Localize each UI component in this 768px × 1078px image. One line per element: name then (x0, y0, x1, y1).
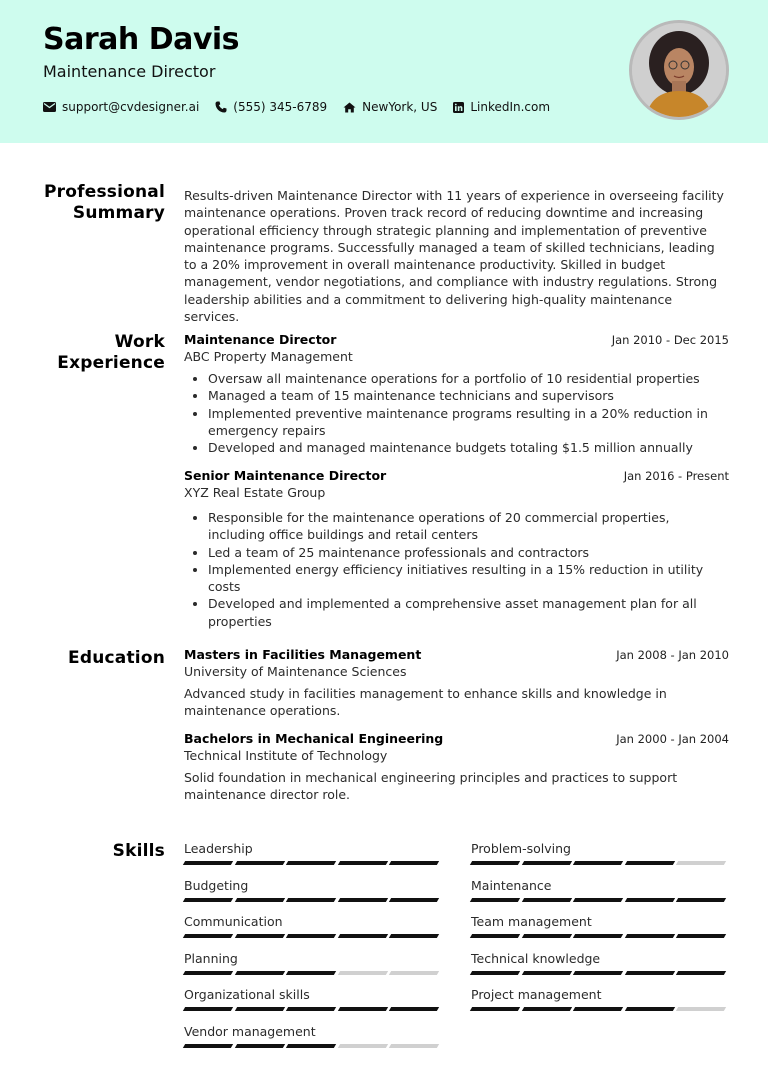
job-bullet: Led a team of 25 maintenance professionals and contractors (184, 544, 729, 561)
linkedin-icon (453, 102, 464, 113)
skill-level-segment-filled (625, 861, 675, 865)
school-name: University of Maintenance Sciences (184, 664, 407, 679)
skill-level-segment-filled (470, 861, 520, 865)
skill-level-bar (471, 934, 729, 938)
skill-level-segment-empty (676, 1007, 726, 1011)
skill-level-bar (471, 1007, 729, 1011)
skill-level-bar (184, 861, 442, 865)
skill-item (184, 878, 442, 902)
contact-bar (43, 100, 566, 114)
skill-level-segment-filled (625, 898, 675, 902)
skill-level-segment-filled (625, 971, 675, 975)
job-company: XYZ Real Estate Group (184, 485, 326, 500)
skill-item (471, 914, 729, 938)
skill-level-segment-filled (338, 934, 388, 938)
summary-section (184, 187, 729, 325)
skill-level-segment-empty (389, 971, 439, 975)
skill-name: Leadership (184, 841, 253, 856)
skill-level-segment-filled (470, 934, 520, 938)
phone-icon (215, 101, 227, 113)
skill-level-segment-filled (234, 934, 284, 938)
skill-level-segment-filled (676, 971, 726, 975)
skill-item (184, 914, 442, 938)
education-dates: Jan 2000 - Jan 2004 (616, 732, 729, 746)
skill-level-segment-filled (389, 861, 439, 865)
skill-level-segment-filled (389, 1007, 439, 1011)
location-text: NewYork, US (362, 100, 438, 114)
skill-name: Problem-solving (471, 841, 571, 856)
skill-level-segment-filled (234, 971, 284, 975)
education-heading: Education (68, 648, 165, 668)
skill-item (184, 987, 442, 1011)
envelope-icon (43, 102, 56, 112)
skill-level-segment-filled (521, 1007, 571, 1011)
skill-level-segment-filled (234, 1044, 284, 1048)
experience-heading-line1: Work (114, 332, 165, 352)
skill-level-segment-filled (573, 971, 623, 975)
skill-level-segment-filled (573, 934, 623, 938)
job-bullet: Managed a team of 15 maintenance technicians and supervisors (184, 387, 729, 404)
school-name: Technical Institute of Technology (184, 748, 388, 763)
skill-level-segment-filled (338, 861, 388, 865)
skill-level-segment-filled (389, 898, 439, 902)
skill-level-bar (184, 934, 442, 938)
skill-level-segment-filled (573, 861, 623, 865)
skill-name: Communication (184, 914, 283, 929)
summary-heading (44, 182, 165, 224)
job-title: Maintenance Director (184, 332, 337, 347)
summary-text: Results-driven Maintenance Director with 11 years of experience in overseeing facility maintenance operations. Proven track record of reducing downtime and increasing operational efficiency through strategic planning and implementation of preventive maintenance programs. Successfully managed a team of skilled technicians, leading to a 20% improvement in overall maintenance productivity. Skilled in budget management, vendor negotiations, and compliance with industry regulations. Strong leadership abilities and a commitment to delivering high-quality maintenance services. (184, 188, 724, 325)
skill-level-bar (471, 898, 729, 902)
summary-heading-line1: Professional (44, 182, 165, 202)
skill-level-segment-filled (521, 971, 571, 975)
skill-level-segment-filled (521, 861, 571, 865)
skill-level-bar (184, 1044, 442, 1048)
degree-title: Masters in Facilities Management (184, 647, 422, 662)
skill-level-segment-filled (521, 898, 571, 902)
skill-level-segment-filled (286, 898, 336, 902)
skill-level-segment-filled (183, 934, 233, 938)
contact-location (343, 100, 437, 114)
skill-level-segment-filled (573, 1007, 623, 1011)
education-description: Advanced study in facilities management to enhance skills and knowledge in maintenance operations. (184, 686, 667, 719)
job-entry (184, 468, 729, 630)
skill-item (471, 878, 729, 902)
skill-name: Budgeting (184, 877, 249, 893)
skill-level-segment-filled (286, 861, 336, 865)
job-bullet: Implemented energy efficiency initiatives resulting in a 15% reduction in utility costs (184, 561, 729, 596)
phone-text: (555) 345-6789 (233, 100, 328, 114)
candidate-title: Maintenance Director (43, 62, 216, 81)
job-bullet: Implemented preventive maintenance programs resulting in a 20% reduction in emergency repairs (184, 405, 729, 440)
job-bullet: Responsible for the maintenance operations of 20 commercial properties, including office buildings and retail centers (184, 509, 729, 544)
job-title: Senior Maintenance Director (184, 468, 387, 483)
contact-phone[interactable] (215, 100, 327, 114)
job-dates: Jan 2010 - Dec 2015 (611, 333, 729, 347)
experience-heading (57, 332, 165, 374)
skill-level-segment-filled (183, 861, 233, 865)
skill-level-segment-empty (389, 1044, 439, 1048)
skill-level-segment-filled (470, 898, 520, 902)
skill-level-segment-filled (470, 1007, 520, 1011)
skill-item (471, 951, 729, 975)
contact-email[interactable] (43, 100, 199, 114)
skill-level-segment-filled (234, 898, 284, 902)
summary-heading-line2: Summary (72, 203, 165, 223)
job-company: ABC Property Management (184, 349, 353, 364)
skill-level-segment-filled (286, 1044, 336, 1048)
skill-level-segment-filled (625, 1007, 675, 1011)
job-bullet: Developed and implemented a comprehensive asset management plan for all properties (184, 595, 729, 630)
skill-level-segment-filled (676, 934, 726, 938)
skill-level-segment-filled (676, 898, 726, 902)
email-text: support@cvdesigner.ai (62, 100, 200, 114)
skill-level-bar (184, 971, 442, 975)
job-bullets (184, 370, 729, 456)
job-bullet: Developed and managed maintenance budgets totaling $1.5 million annually (184, 439, 729, 456)
profile-photo (629, 20, 729, 120)
resume-header (0, 0, 768, 143)
skill-level-segment-empty (338, 971, 388, 975)
skill-level-segment-empty (338, 1044, 388, 1048)
skill-level-segment-filled (338, 898, 388, 902)
candidate-name: Sarah Davis (43, 22, 240, 57)
linkedin-text: LinkedIn.com (470, 100, 551, 114)
skill-level-segment-filled (234, 861, 284, 865)
skill-level-segment-filled (338, 1007, 388, 1011)
skill-item (471, 987, 729, 1011)
skill-level-segment-filled (286, 971, 336, 975)
profile-photo-illustration (632, 23, 726, 117)
skill-level-segment-filled (389, 934, 439, 938)
skill-level-segment-filled (625, 934, 675, 938)
job-dates: Jan 2016 - Present (623, 469, 729, 483)
skill-level-bar (471, 971, 729, 975)
skill-item (184, 1024, 442, 1048)
skill-name: Project management (471, 987, 602, 1002)
skill-name: Vendor management (184, 1023, 316, 1039)
skill-level-bar (184, 1007, 442, 1011)
skill-level-bar (184, 898, 442, 902)
skill-level-segment-filled (573, 898, 623, 902)
skill-name: Team management (471, 914, 592, 929)
contact-linkedin[interactable] (453, 100, 550, 114)
degree-title: Bachelors in Mechanical Engineering (184, 731, 444, 746)
skill-level-segment-empty (676, 861, 726, 865)
experience-heading-line2: Experience (57, 353, 165, 373)
education-entry (184, 647, 729, 720)
home-icon (343, 102, 356, 113)
job-bullets (184, 509, 729, 630)
skill-item (184, 951, 442, 975)
education-dates: Jan 2008 - Jan 2010 (616, 648, 729, 662)
skill-item (184, 841, 442, 865)
job-entry (184, 332, 729, 456)
skill-level-segment-filled (470, 971, 520, 975)
skill-item (471, 841, 729, 865)
skill-level-segment-filled (183, 898, 233, 902)
skill-name: Technical knowledge (471, 950, 601, 966)
skill-name: Planning (184, 950, 238, 966)
skill-level-segment-filled (183, 1007, 233, 1011)
skill-level-segment-filled (183, 1044, 233, 1048)
skill-level-segment-filled (286, 934, 336, 938)
skill-level-segment-filled (234, 1007, 284, 1011)
education-description: Solid foundation in mechanical engineering principles and practices to support maintenance director role. (184, 770, 678, 803)
skill-level-segment-filled (521, 934, 571, 938)
skill-name: Maintenance (471, 877, 552, 893)
skill-level-bar (471, 861, 729, 865)
job-bullet: Oversaw all maintenance operations for a portfolio of 10 residential properties (184, 370, 729, 387)
skill-name: Organizational skills (184, 987, 310, 1002)
education-entry (184, 731, 729, 804)
skill-level-segment-filled (183, 971, 233, 975)
skills-heading: Skills (112, 841, 165, 861)
skill-level-segment-filled (286, 1007, 336, 1011)
